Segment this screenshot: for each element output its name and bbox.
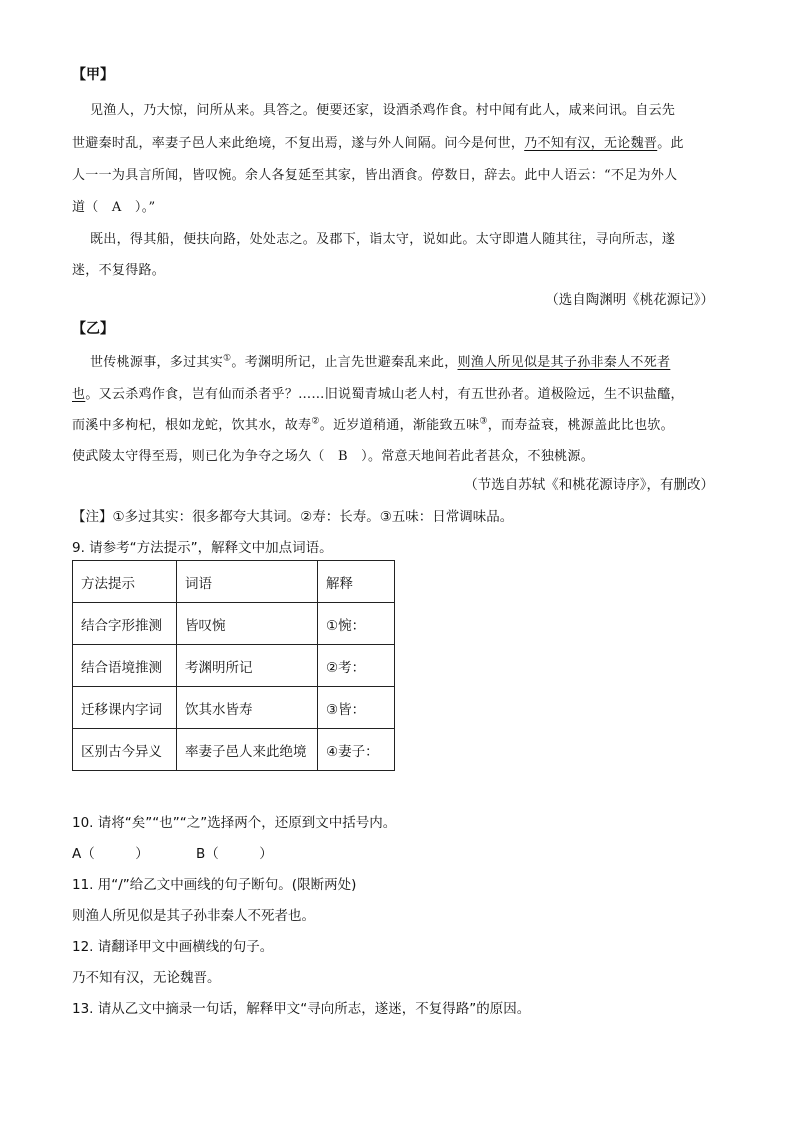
question-13-prompt: 13. 请从乙文中摘录一句话，解释甲文“寻向所志，遂迷，不复得路”的原因。 [72, 1001, 531, 1017]
question-9-prompt: 9. 请参考“方法提示”，解释文中加点词语。 [72, 540, 333, 556]
table-row [73, 729, 395, 771]
question-12-prompt: 12. 请翻译甲文中画横线的句子。 [72, 939, 274, 955]
passage-jia-line-3: 人一一为具言所闻，皆叹惋。余人各复延至其家，皆出酒食。停数日，辞去。此中人语云：“不足为外人 [72, 168, 678, 183]
passage-jia-line-6: 迷，不复得路。 [72, 263, 166, 278]
table-cell-answer[interactable]: ③皆： [318, 687, 395, 729]
table-header-row [73, 561, 395, 603]
passage-jia-heading: 【甲】 [72, 67, 114, 83]
table-cell-method: 结合语境推测 [73, 645, 177, 687]
question-10-prompt: 10. 请将“矣”“也”“之”选择两个，还原到文中括号内。 [72, 815, 397, 831]
passage-yi-line-1 [90, 351, 670, 370]
passage-yi-line-2-b: 。又云杀鸡作食，岂有仙而杀者乎？……旧说蜀青城山老人村，有五世孙者。道极险远，生不识盐醯， [85, 387, 684, 402]
table-row [73, 645, 395, 687]
table-header-cell: 方法提示 [73, 561, 177, 603]
table-cell-answer[interactable]: ④妻子： [318, 729, 395, 771]
table-cell-method: 迁移课内字词 [73, 687, 177, 729]
table-row [73, 603, 395, 645]
passage-yi-line-3-a: 而溪中多枸杞，根如龙蛇，饮其水，故寿 [72, 418, 312, 433]
passage-yi-source: （节选自苏轼《和桃花源诗序》，有删改） [464, 477, 714, 493]
table-cell-answer[interactable]: ①惋： [318, 603, 395, 645]
passage-yi-line-4: 使武陵太守得至焉，则已化为争夺之场久（ B ）。常意天地间若此者甚众，不独桃源。 [72, 449, 595, 464]
answer-blank-a[interactable]: A（ ） [72, 846, 149, 862]
table-cell-method: 区别古今异义 [73, 729, 177, 771]
table-cell-method: 结合字形推测 [73, 603, 177, 645]
table-header-cell: 词语 [177, 561, 318, 603]
passage-jia-line-2 [72, 132, 684, 151]
table-header-cell: 解释 [318, 561, 395, 603]
table-cell-word: 率妻子邑人来此绝境 [177, 729, 318, 771]
passage-yi-line-3 [72, 414, 674, 433]
table-cell-word: 饮其水皆寿 [177, 687, 318, 729]
table-row [73, 687, 395, 729]
note-marker-2: ② [311, 416, 320, 427]
table-cell-answer[interactable]: ②考： [318, 645, 395, 687]
passage-jia-line-1: 见渔人，乃大惊，问所从来。具答之。便要还家，设酒杀鸡作食。村中闻有此人，咸来问讯。自云先 [90, 103, 676, 118]
question-12-sentence: 乃不知有汉，无论魏晋。 [72, 970, 221, 986]
method-table [72, 560, 395, 771]
passage-yi-line-1-b: 。考渊明所记，止言先世避秦乱来此， [231, 355, 458, 370]
passage-jia-underlined-sentence: 乃不知有汉，无论魏晋 [524, 136, 658, 151]
note-marker-3: ③ [479, 416, 488, 427]
passage-yi-line-3-c: ，而寿益衰，桃源盖此比也欤。 [487, 418, 674, 433]
passage-jia-line-4: 道（ A ）。” [72, 200, 156, 215]
table-cell-word: 皆叹惋 [177, 603, 318, 645]
table-cell-word: 考渊明所记 [177, 645, 318, 687]
passage-jia-line-2-text: 世避秦时乱，率妻子邑人来此绝境，不复出焉，遂与外人间隔。问今是何世， [72, 136, 525, 151]
question-11-prompt: 11. 用“/”给乙文中画线的句子断句。(限断两处) [72, 877, 357, 893]
annotation-notes: 【注】①多过其实：很多都夸大其词。②寿：长寿。③五味：日常调味品。 [72, 509, 514, 525]
passage-yi-underlined-sentence: 则渔人所见似是其子孙非秦人不死者 [457, 355, 671, 370]
note-marker-1: ① [223, 353, 232, 364]
passage-yi-line-3-b: 。近岁道稍通，渐能致五味 [319, 418, 480, 433]
passage-jia-line-2-tail: 。此 [657, 136, 684, 151]
passage-yi-underlined-end: 也 [72, 387, 86, 402]
passage-jia-source: （选自陶渊明《桃花源记》） [545, 292, 714, 308]
passage-yi-heading: 【乙】 [72, 321, 114, 337]
question-11-sentence: 则渔人所见似是其子孙非秦人不死者也。 [72, 908, 315, 924]
passage-yi-line-2 [72, 383, 684, 402]
passage-yi-line-1-a: 世传桃源事，多过其实 [90, 355, 224, 370]
passage-jia-line-5: 既出，得其船，便扶向路，处处志之。及郡下，诣太守，说如此。太守即遣人随其往，寻向所志，遂 [90, 232, 676, 247]
answer-blank-b[interactable]: B（ ） [196, 846, 273, 862]
